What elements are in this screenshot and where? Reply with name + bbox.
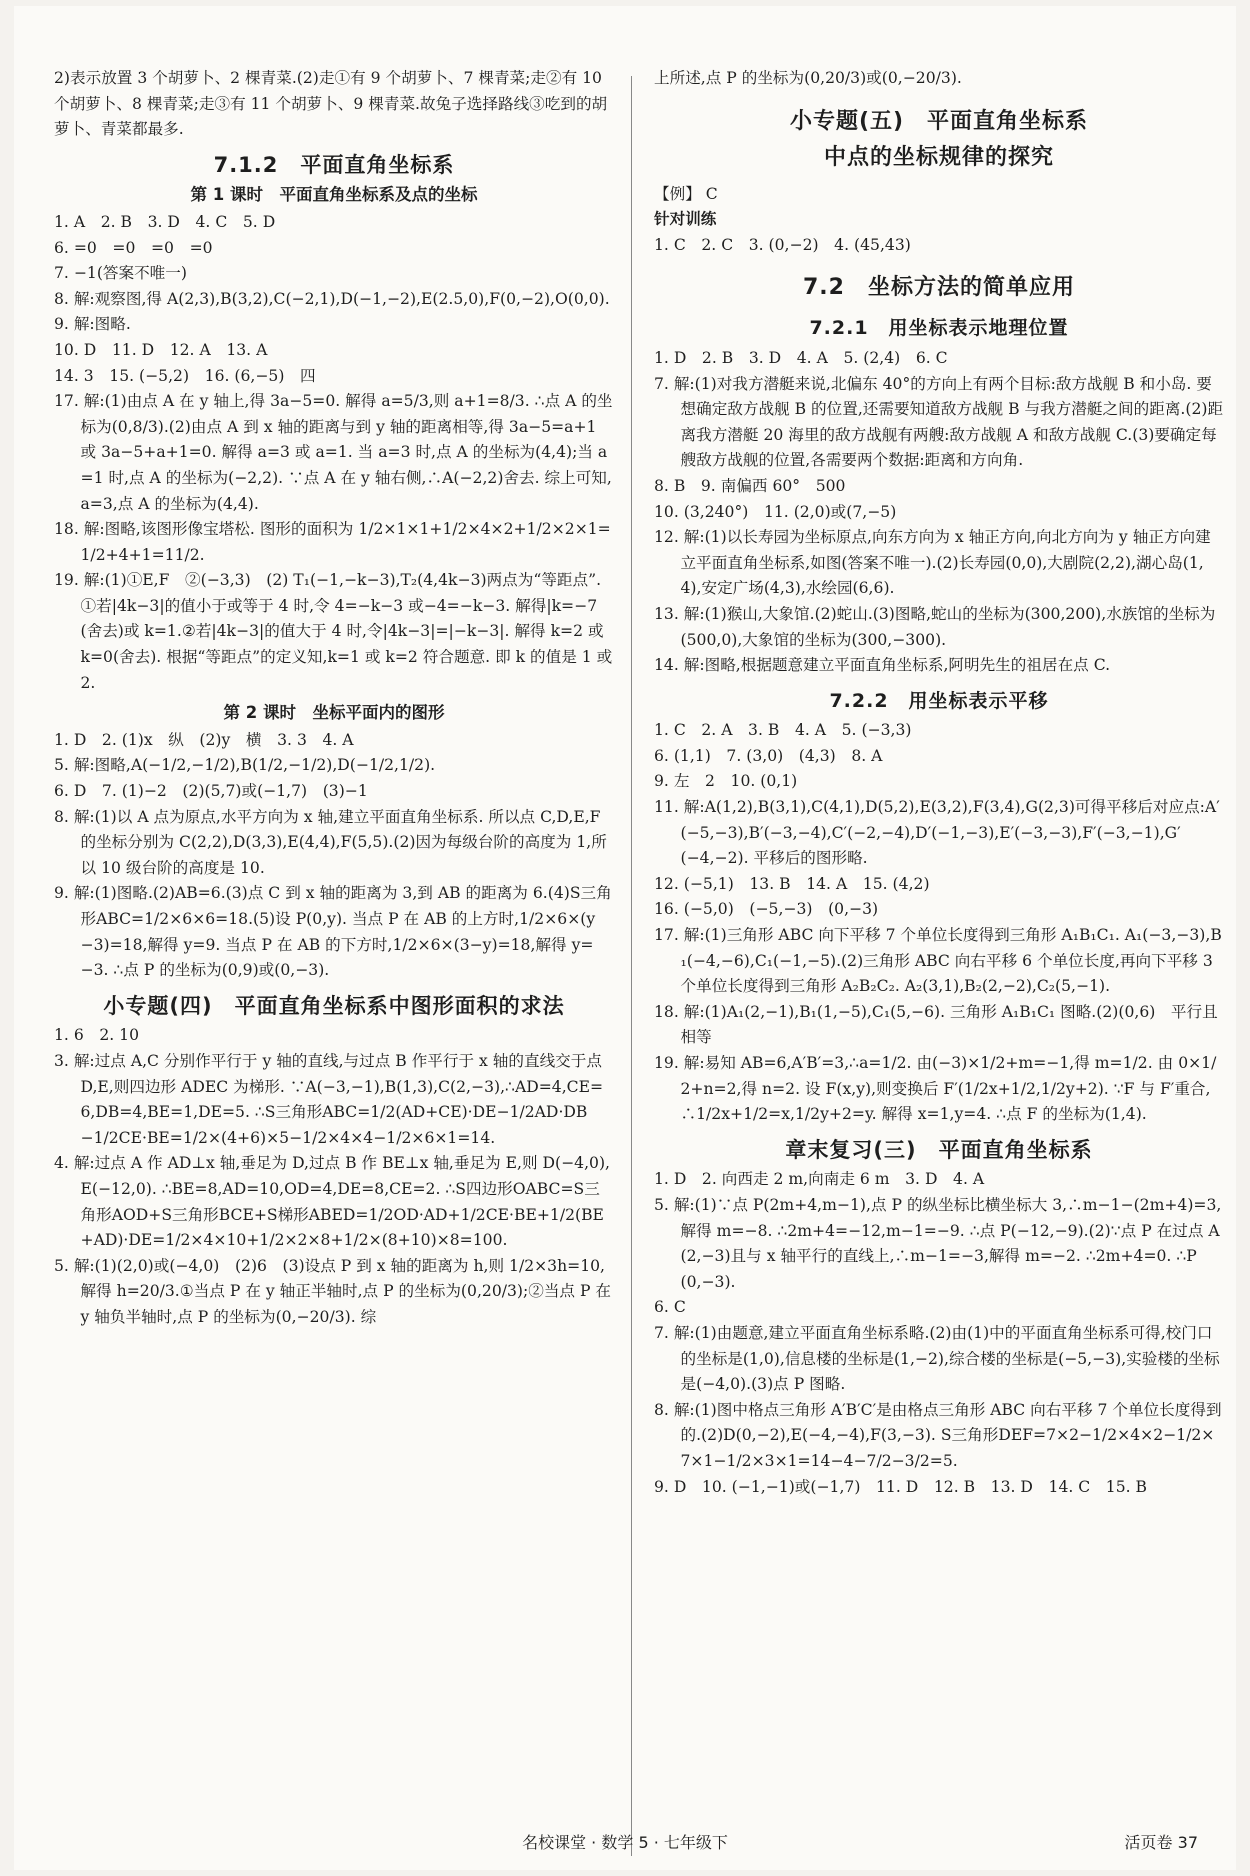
answer-line: 1. C 2. A 3. B 4. A 5. (−3,3) [654,721,912,740]
answer-line: 14. 3 15. (−5,2) 16. (6,−5) 四 [54,366,316,385]
answer-line: 1. C 2. C 3. (0,−2) 4. (45,43) [654,235,911,254]
answer-line: 8. B 9. 南偏西 60° 500 [654,476,846,495]
lesson-heading: 第 2 课时 坐标平面内的图形 [223,703,445,723]
footer-page-number: 活页卷 37 [1124,1833,1198,1852]
lesson-heading: 第 1 课时 平面直角坐标系及点的坐标 [190,185,478,205]
answer-line: 8. 解:(1)图中格点三角形 A′B′C′是由格点三角形 ABC 向右平移 7 个单位长度得到的.(2)D(0,−2),E(−4,−4),F(3,−3). S三角形DEF=7×2−1/2×4×2−1/2×7×1−1/2×3×1=14−4−7/2−3/2=5. [654,1400,1222,1470]
answer-line: 【例】 C [654,184,718,203]
right-column [654,66,1224,1500]
answer-line: 12. (−5,1) 13. B 14. A 15. (4,2) [654,874,930,893]
subsection-heading: 7.2.1 用坐标表示地理位置 [809,317,1069,340]
answer-line: 10. (3,240°) 11. (2,0)或(7,−5) [654,502,897,521]
answer-line: 16. (−5,0) (−5,−3) (0,−3) [654,900,879,919]
answer-line: 6. =0 =0 =0 =0 [54,238,213,257]
answer-line: 7. −1(答案不唯一) [54,264,187,283]
section-heading: 章末复习(三) 平面直角坐标系 [785,1137,1093,1162]
answer-line: 7. 解:(1)对我方潜艇来说,北偏东 40°的方向上有两个目标:敌方战舰 B 和小岛. 要想确定敌方战舰 B 的位置,还需要知道敌方战舰 B 与我方潜艇之间的距离.(2)距离我方潜艇 20 海里的敌方战舰有两艘:敌方战舰 A 和敌方战舰 C.(3)要确定每艘敌方战舰的位置,各需要两个数据:距离和方向角. [654,374,1224,470]
answer-line: 上所述,点 P 的坐标为(0,20/3)或(0,−20/3). [654,69,962,87]
section-heading: 小专题(四) 平面直角坐标系中图形面积的求法 [103,993,565,1018]
topic-heading: 小专题(五) 平面直角坐标系 [789,108,1089,134]
answer-line: 17. 解:(1)由点 A 在 y 轴上,得 3a−5=0. 解得 a=5/3,则 a+1=8/3. ∴点 A 的坐标为(0,8/3).(2)由点 A 到 x 轴的距离与到 y 轴的距离相等,得 3a−5=a+1 或 3a−5+a+1=0. 解得 a=3 或 a=1. 当 a=3 时,点 A 的坐标为(4,4);当 a=1 时,点 A 的坐标为(−2,2). ∵点 A 在 y 轴右侧,∴A(−2,2)舍去. 综上可知,a=3,点 A 的坐标为(4,4). [54,392,613,513]
answer-line: 1. D 2. B 3. D 4. A 5. (2,4) 6. C [654,348,948,367]
answer-line: 10. D 11. D 12. A 13. A [54,340,268,359]
answer-line: 1. D 2. 向西走 2 m,向南走 6 m 3. D 4. A [654,1170,985,1189]
answer-line: 13. 解:(1)猴山,大象馆.(2)蛇山.(3)图略,蛇山的坐标为(300,200),水族馆的坐标为(500,0),大象馆的坐标为(300,−300). [654,604,1216,649]
answer-line: 9. 左 2 10. (0,1) [654,772,798,791]
answer-line: 3. 解:过点 A,C 分别作平行于 y 轴的直线,与过点 B 作平行于 x 轴的直线交于点 D,E,则四边形 ADEC 为梯形. ∵A(−3,−1),B(1,3),C(2,−3),∴AD=4,CE=6,DB=4,BE=1,DE=5. ∴S三角形ABC=1/2(AD+CE)·DE−1/2AD·DB−1/2CE·BE=1/2×(4+6)×5−1/2×4×4−1/2×6×1=14. [54,1051,604,1147]
answer-line: 7. 解:(1)由题意,建立平面直角坐标系略.(2)由(1)中的平面直角坐标系可得,校门口的坐标是(1,0),信息楼的坐标是(1,−2),综合楼的坐标是(−5,−3),实验楼的坐标是(−4,0).(3)点 P 图略. [654,1323,1220,1394]
answer-line: 18. 解:(1)A₁(2,−1),B₁(1,−5),C₁(5,−6). 三角形 A₁B₁C₁ 图略.(2)(0,6) 平行且相等 [654,1002,1218,1047]
answer-line: 1. D 2. (1)x 纵 (2)y 横 3. 3 4. A [54,730,354,749]
answer-line: 9. 解:图略. [54,315,131,334]
answer-line: 6. D 7. (1)−2 (2)(5,7)或(−1,7) (3)−1 [54,782,368,801]
section-heading: 7.1.2 平面直角坐标系 [213,152,455,177]
answer-line: 9. D 10. (−1,−1)或(−1,7) 11. D 12. B 13. D 14. C 15. B [654,1477,1148,1496]
answer-line: 6. (1,1) 7. (3,0) (4,3) 8. A [654,746,883,765]
answer-line: 9. 解:(1)图略.(2)AB=6.(3)点 C 到 x 轴的距离为 3,到 AB 的距离为 6.(4)S三角形ABC=1/2×6×6=18.(5)设 P(0,y). 当点 P 在 AB 的上方时,1/2×6×(y−3)=18,解得 y=9. 当点 P 在 AB 的下方时,1/2×6×(3−y)=18,解得 y=−3. ∴点 P 的坐标为(0,9)或(0,−3). [54,884,612,980]
answer-line: 5. 解:(1)(2,0)或(−4,0) (2)6 (3)设点 P 到 x 轴的距离为 h,则 1/2×3h=10,解得 h=20/3.①当点 P 在 y 轴正半轴时,点 P 的坐标为(0,20/3);②当点 P 在 y 轴负半轴时,点 P 的坐标为(0,−20/3). 综 [54,1256,612,1326]
answer-line: 14. 解:图略,根据题意建立平面直角坐标系,阿明先生的祖居在点 C. [654,656,1111,675]
subsection-heading: 7.2.2 用坐标表示平移 [829,689,1049,712]
answer-line: 8. 解:观察图,得 A(2,3),B(3,2),C(−2,1),D(−1,−2),E(2.5,0),F(0,−2),O(0,0). [54,289,610,308]
left-column [54,66,614,1331]
answer-line: 1. A 2. B 3. D 4. C 5. D [54,212,276,231]
answer-line: 17. 解:(1)三角形 ABC 向下平移 7 个单位长度得到三角形 A₁B₁C₁. A₁(−3,−3),B₁(−4,−6),C₁(−1,−5).(2)三角形 ABC 向右平移 6 个单位长度,再向下平移 3 个单位长度得到三角形 A₂B₂C₂. A₂(3,1),B₂(2,−2),C₂(5,−1). [654,926,1222,996]
topic-heading-line2: 中点的坐标规律的探究 [823,144,1054,170]
answer-line: 6. C [654,1298,686,1317]
answer-line: 2)表示放置 3 个胡萝卜、2 棵青菜.(2)走①有 9 个胡萝卜、7 棵青菜;走②有 10 个胡萝卜、8 棵青菜;走③有 11 个胡萝卜、9 棵青菜.故兔子选择路线③吃到的胡萝卜、青菜都最多. [54,69,608,139]
answer-line: 5. 解:(1)∵点 P(2m+4,m−1),点 P 的纵坐标比横坐标大 3,∴m−1−(2m+4)=3,解得 m=−8. ∴2m+4=−12,m−1=−9. ∴点 P(−12,−9).(2)∵点 P 在过点 A(2,−3)且与 x 轴平行的直线上,∴m−1=−3,解得 m=−2. ∴2m+4=0. ∴P(0,−3). [654,1195,1222,1291]
answer-line: 8. 解:(1)以 A 点为原点,水平方向为 x 轴,建立平面直角坐标系. 所以点 C,D,E,F 的坐标分别为 C(2,2),D(3,3),E(4,4),F(5,5).(2)因为每级台阶的高度为 1,所以 10 级台阶的高度是 10. [54,807,607,877]
answer-line: 5. 解:图略,A(−1/2,−1/2),B(1/2,−1/2),D(−1/2,1/2). [54,756,436,775]
topic-heading: 7.2 坐标方法的简单应用 [803,275,1075,301]
answer-line: 11. 解:A(1,2),B(3,1),C(4,1),D(5,2),E(3,2),F(3,4),G(2,3)可得平移后对应点:A′(−5,−3),B′(−3,−4),C′(−2,−4),D′(−1,−3),E′(−3,−3),F′(−3,−1),G′(−4,−2). 平移后的图形略. [654,798,1220,868]
answer-line: 12. 解:(1)以长寿园为坐标原点,向东方向为 x 轴正方向,向北方向为 y 轴正方向建立平面直角坐标系,如图(答案不唯一).(2)长寿园(0,0),大剧院(2,2),湖心岛(1,4),安定广场(4,3),水绘园(6,6). [654,528,1211,598]
footer-book-title: 名校课堂 · 数学 5 · 七年级下 [522,1833,728,1852]
answer-line: 19. 解:(1)①E,F ②(−3,3) (2) T₁(−1,−k−3),T₂(4,4k−3)两点为“等距点”.①若|4k−3|的值小于或等于 4 时,令 4=−k−3 或−4=−k−3. 解得|k=−7(舍去)或 k=1.②若|4k−3|的值大于 4 时,令|4k−3|=|−k−3|. 解得 k=2 或 k=0(舍去). 根据“等距点”的定义知,k=1 或 k=2 符合题意. 即 k 的值是 1 或 2. [54,571,613,692]
answer-page [14,6,1236,1870]
answer-line: 4. 解:过点 A 作 AD⊥x 轴,垂足为 D,过点 B 作 BE⊥x 轴,垂足为 E,则 D(−4,0),E(−12,0). ∴BE=8,AD=10,OD=4,DE=8,CE=2. ∴S四边形OABC=S三角形AOD+S三角形BCE+S梯形ABED=1/2OD·AD+1/2CE·BE+1/2(BE+AD)·DE=1/2×4×10+1/2×2×8+1/2×(8+10)×8=100. [54,1154,611,1250]
answer-line: 18. 解:图略,该图形像宝塔松. 图形的面积为 1/2×1×1+1/2×4×2+1/2×2×1=1/2+4+1=11/2. [54,520,611,564]
column-divider [631,76,632,1856]
answer-line: 1. 6 2. 10 [54,1026,140,1045]
answer-line: 19. 解:易知 AB=6,A′B′=3,∴a=1/2. 由(−3)×1/2+m=−1,得 m=1/2. 由 0×1/2+n=2,得 n=2. 设 F(x,y),则变换后 F′(1/2x+1/2,1/2y+2). ∵F 与 F′重合,∴1/2x+1/2=x,1/2y+2=y. 解得 x=1,y=4. ∴点 F 的坐标为(1,4). [654,1054,1217,1124]
training-label: 针对训练 [654,210,717,229]
